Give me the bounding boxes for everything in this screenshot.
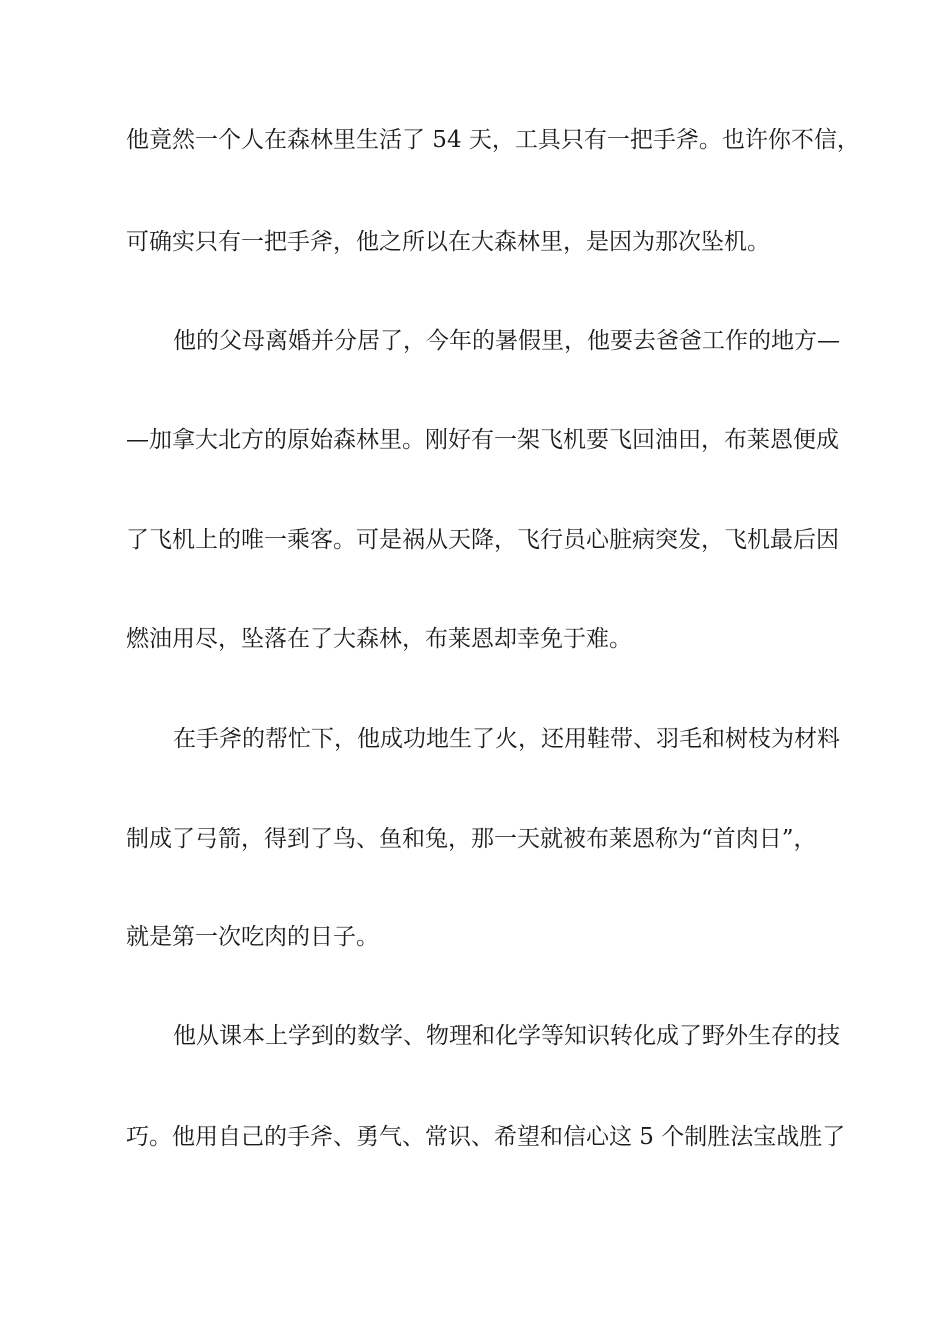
paragraph-2-line-1: 在手斧的帮忙下，他成功地生了火，还用鞋带、羽毛和树枝为材料 bbox=[173, 726, 840, 752]
text-line-1: 他竟然一个人在森林里生活了 54 天，工具只有一把手斧。也许你不信， bbox=[126, 127, 860, 153]
paragraph-3-line-2: 巧。他用自己的手斧、勇气、常识、希望和信心这 5 个制胜法宝战胜了 bbox=[126, 1124, 846, 1150]
paragraph-2-line-3: 就是第一次吃肉的日子。 bbox=[126, 924, 379, 950]
paragraph-2-line-2: 制成了弓箭，得到了鸟、鱼和兔，那一天就被布莱恩称为“首肉日”， bbox=[126, 826, 817, 852]
paragraph-1-line-2: —加拿大北方的原始森林里。刚好有一架飞机要飞回油田，布莱恩便成 bbox=[126, 427, 839, 453]
paragraph-1-line-1: 他的父母离婚并分居了，今年的暑假里，他要去爸爸工作的地方— bbox=[173, 328, 840, 354]
paragraph-3-line-1: 他从课本上学到的数学、物理和化学等知识转化成了野外生存的技 bbox=[173, 1023, 840, 1049]
text-line-2: 可确实只有一把手斧，他之所以在大森林里，是因为那次坠机。 bbox=[126, 229, 770, 255]
paragraph-1-line-4: 燃油用尽，坠落在了大森林，布莱恩却幸免于难。 bbox=[126, 626, 632, 652]
paragraph-1-line-3: 了飞机上的唯一乘客。可是祸从天降，飞行员心脏病突发，飞机最后因 bbox=[126, 527, 839, 553]
